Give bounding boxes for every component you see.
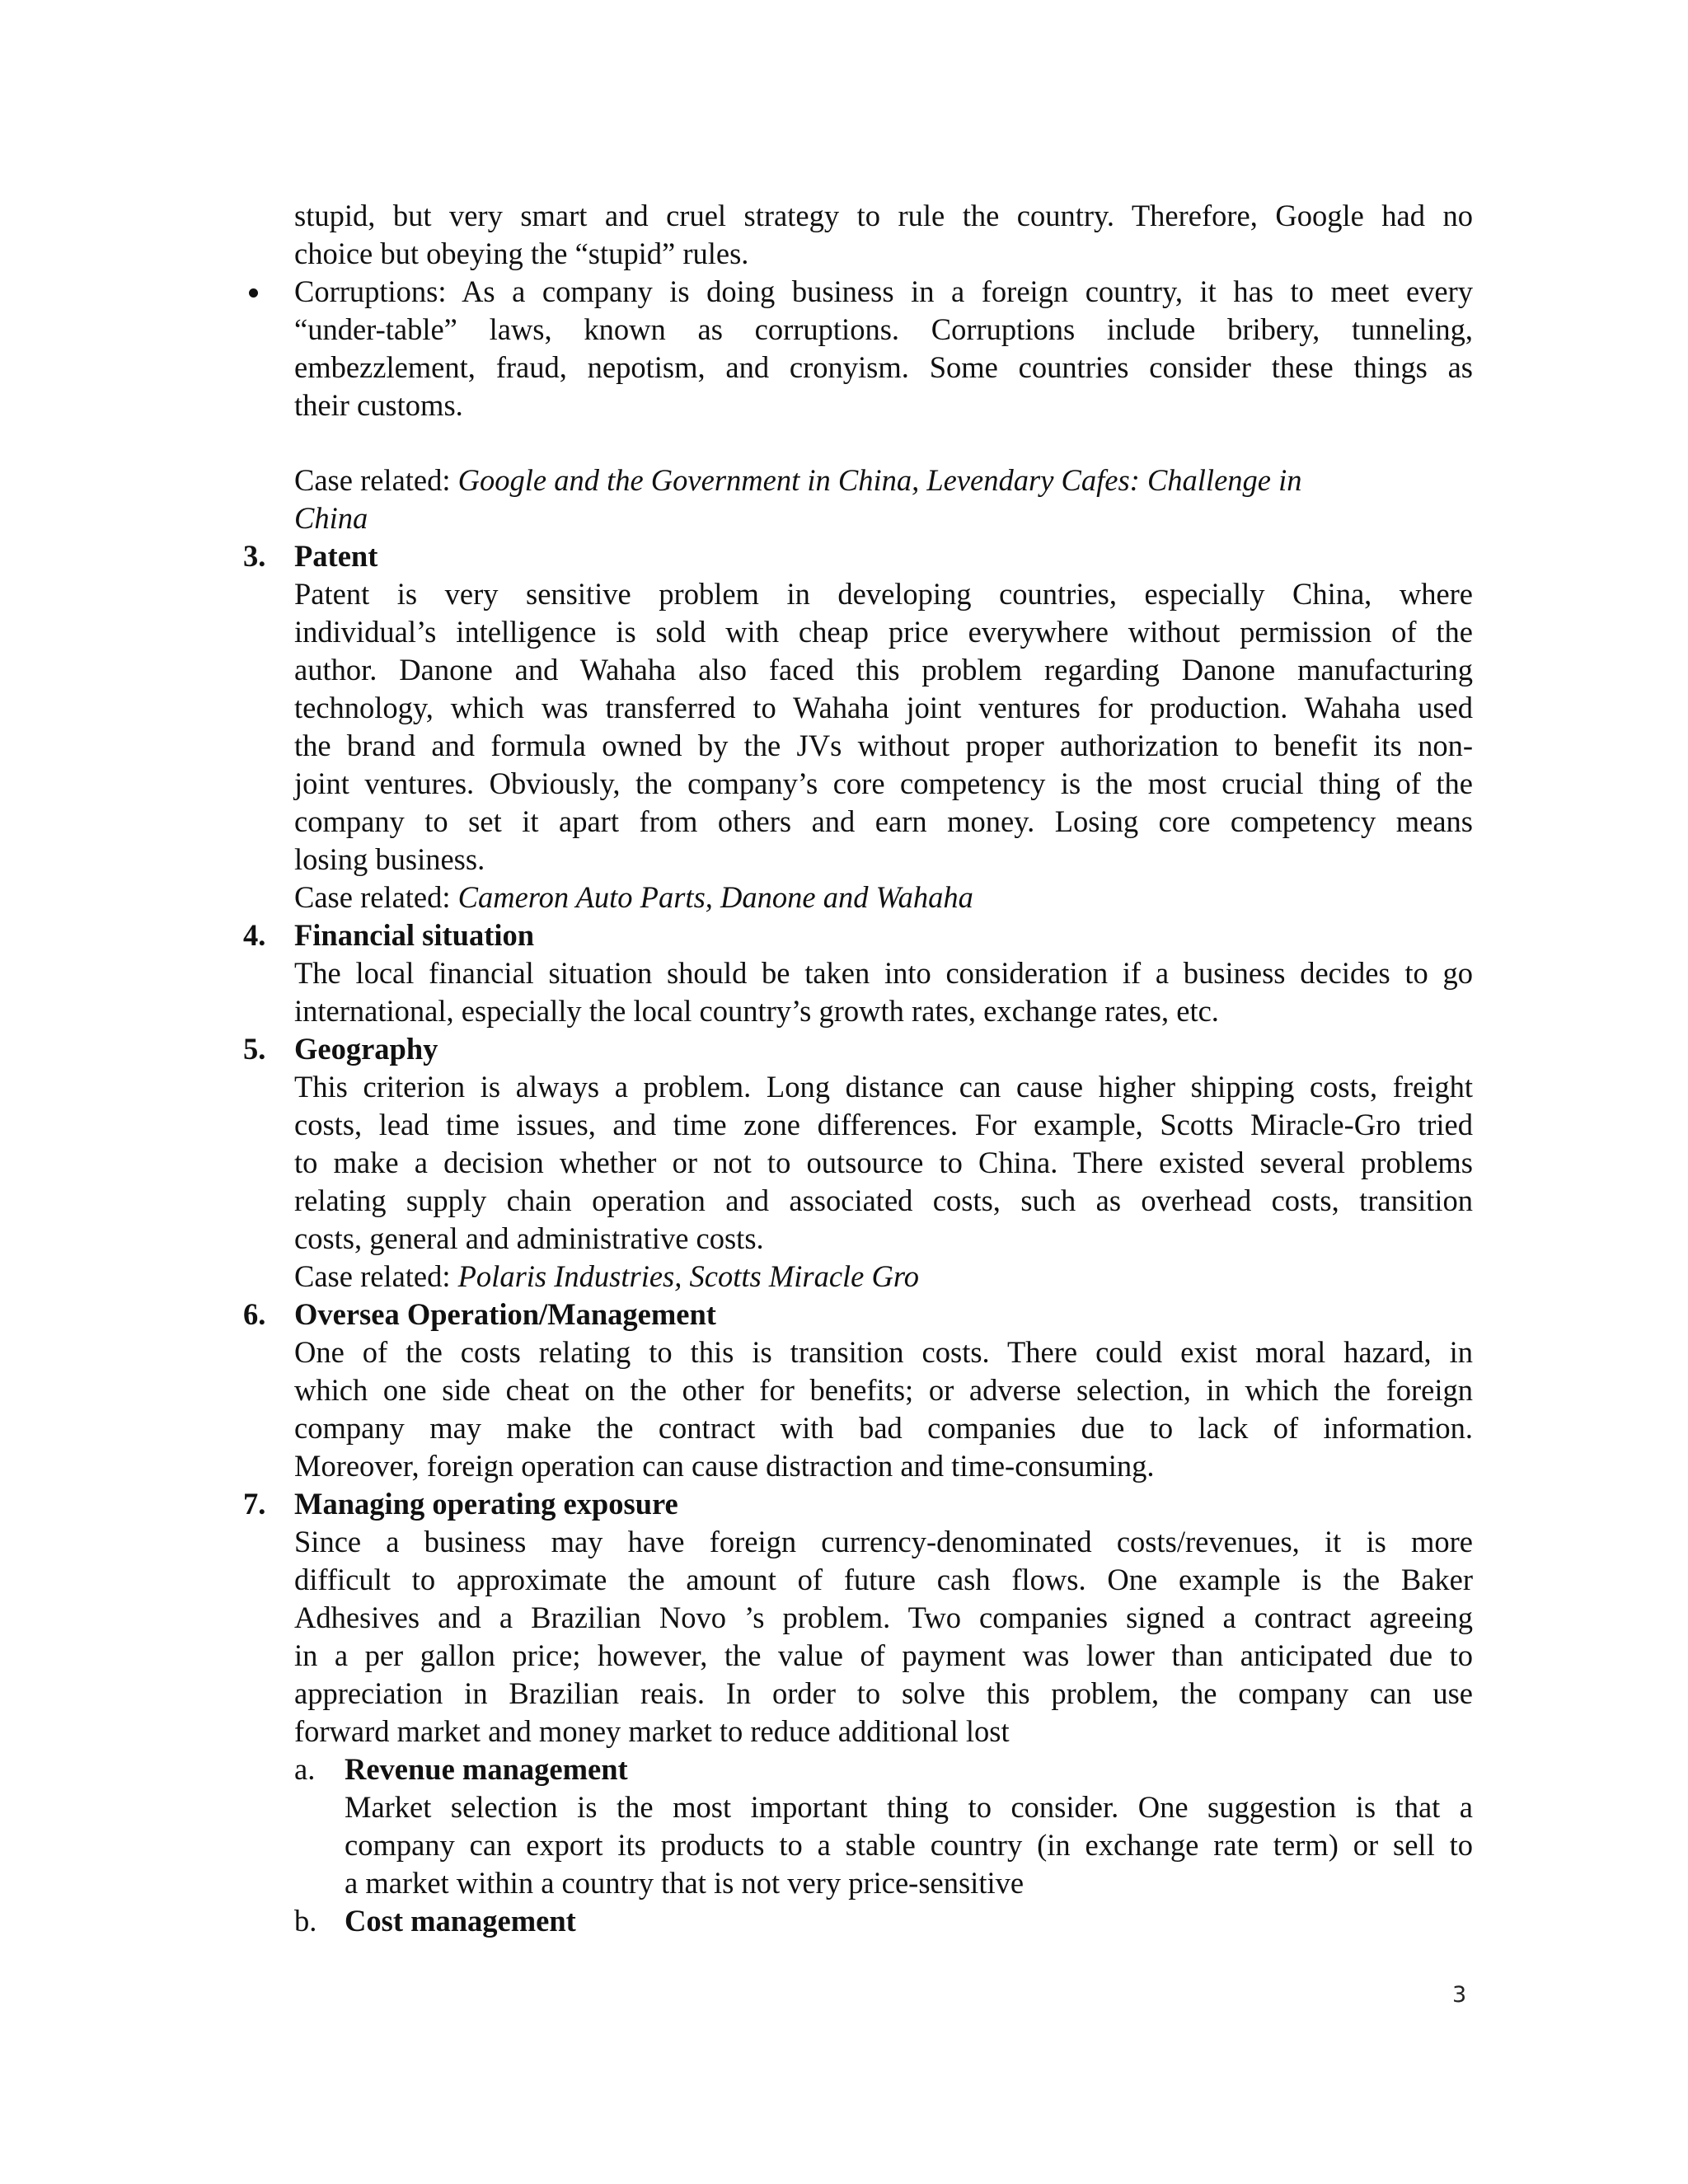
case-related-cases-continued: China bbox=[294, 501, 368, 535]
body-text-line: Market selection is the most important thing to consider. One suggestion is that a bbox=[345, 1790, 1473, 1824]
body-text-line: Patent is very sensitive problem in developing countries, especially China, where bbox=[294, 577, 1473, 611]
body-text-line: costs, general and administrative costs. bbox=[294, 1221, 764, 1255]
bullet-icon bbox=[249, 288, 258, 298]
body-text-line: their customs. bbox=[294, 388, 463, 422]
section-heading-financial-situation: Financial situation bbox=[294, 918, 535, 952]
subsection-heading-cost-management: Cost management bbox=[345, 1904, 576, 1938]
body-text-line: stupid, but very smart and cruel strategy to rule the country. Therefore, Google had no bbox=[294, 199, 1473, 232]
body-text-line: in a per gallon price; however, the value of payment was lower than anticipated due to bbox=[294, 1638, 1473, 1672]
case-related-label: Case related: bbox=[294, 880, 458, 914]
section-heading-geography: Geography bbox=[294, 1032, 438, 1066]
body-text-line: forward market and money market to reduce additional lost bbox=[294, 1714, 1010, 1748]
section-number: 5. bbox=[243, 1032, 266, 1066]
body-text-line: One of the costs relating to this is transition costs. There could exist moral hazard, in bbox=[294, 1335, 1473, 1369]
body-text-line: “under-table” laws, known as corruptions. Corruptions include bribery, tunneling, bbox=[294, 312, 1473, 346]
case-related-cases: Polaris Industries, Scotts Miracle Gro bbox=[457, 1259, 919, 1293]
body-text-line: Corruptions: As a company is doing business in a foreign country, it has to meet every bbox=[294, 274, 1473, 308]
case-related-label: Case related: bbox=[294, 463, 458, 497]
body-text-line: technology, which was transferred to Wahaha joint ventures for production. Wahaha used bbox=[294, 691, 1473, 724]
body-text-line: company to set it apart from others and earn money. Losing core competency means bbox=[294, 804, 1473, 838]
section-heading-operating-exposure: Managing operating exposure bbox=[294, 1487, 678, 1521]
subsection-letter: a. bbox=[294, 1752, 316, 1786]
body-text-line: Moreover, foreign operation can cause distraction and time-consuming. bbox=[294, 1449, 1155, 1483]
body-text-line: Adhesives and a Brazilian Novo ’s problem. Two companies signed a contract agreeing bbox=[294, 1601, 1473, 1634]
case-related-line bbox=[294, 879, 1473, 916]
body-text-line: The local financial situation should be taken into consideration if a business decides to go bbox=[294, 956, 1473, 990]
body-text-line: relating supply chain operation and associated costs, such as overhead costs, transition bbox=[294, 1183, 1473, 1217]
body-text-line: This criterion is always a problem. Long distance can cause higher shipping costs, freight bbox=[294, 1070, 1473, 1104]
body-text-line: Since a business may have foreign currency-denominated costs/revenues, it is more bbox=[294, 1525, 1473, 1558]
case-related-line bbox=[294, 1258, 1473, 1296]
section-number: 3. bbox=[243, 539, 266, 573]
body-text-line: the brand and formula owned by the JVs without proper authorization to benefit its non- bbox=[294, 729, 1473, 762]
body-text-line: company can export its products to a stable country (in exchange rate term) or sell to bbox=[345, 1828, 1473, 1862]
subsection-heading-revenue-management: Revenue management bbox=[345, 1752, 628, 1786]
body-text-line: a market within a country that is not very price-sensitive bbox=[345, 1866, 1025, 1900]
section-heading-oversea-operation: Oversea Operation/Management bbox=[294, 1297, 716, 1331]
body-text-line: costs, lead time issues, and time zone differences. For example, Scotts Miracle-Gro tried bbox=[294, 1108, 1473, 1141]
case-related-cases: Cameron Auto Parts, Danone and Wahaha bbox=[457, 880, 973, 914]
body-text-line: author. Danone and Wahaha also faced this problem regarding Danone manufacturing bbox=[294, 653, 1473, 687]
case-related-label: Case related: bbox=[294, 1259, 458, 1293]
section-number: 4. bbox=[243, 918, 266, 952]
body-text-line: difficult to approximate the amount of future cash flows. One example is the Baker bbox=[294, 1563, 1473, 1596]
body-text-line: company may make the contract with bad companies due to lack of information. bbox=[294, 1411, 1473, 1445]
section-number: 6. bbox=[243, 1297, 266, 1331]
body-text-line: appreciation in Brazilian reais. In order to solve this problem, the company can use bbox=[294, 1676, 1473, 1710]
body-text-line: embezzlement, fraud, nepotism, and cronyism. Some countries consider these things as bbox=[294, 350, 1473, 384]
section-number: 7. bbox=[243, 1487, 266, 1521]
body-text-line: choice but obeying the “stupid” rules. bbox=[294, 237, 749, 270]
case-related-cases: Google and the Government in China, Levendary Cafes: Challenge in bbox=[457, 463, 1302, 497]
body-text-line: international, especially the local country’s growth rates, exchange rates, etc. bbox=[294, 994, 1219, 1028]
case-related-line bbox=[294, 462, 1473, 499]
body-text-line: losing business. bbox=[294, 842, 485, 876]
body-text-line: to make a decision whether or not to outsource to China. There existed several problems bbox=[294, 1146, 1473, 1179]
subsection-letter: b. bbox=[294, 1904, 317, 1938]
body-text-line: joint ventures. Obviously, the company’s core competency is the most crucial thing of the bbox=[294, 766, 1473, 800]
section-heading-patent: Patent bbox=[294, 539, 378, 573]
body-text-line: individual’s intelligence is sold with cheap price everywhere without permission of the bbox=[294, 615, 1473, 649]
body-text-line: which one side cheat on the other for benefits; or adverse selection, in which the foreign bbox=[294, 1373, 1473, 1407]
page-number: 3 bbox=[1452, 1982, 1467, 2008]
